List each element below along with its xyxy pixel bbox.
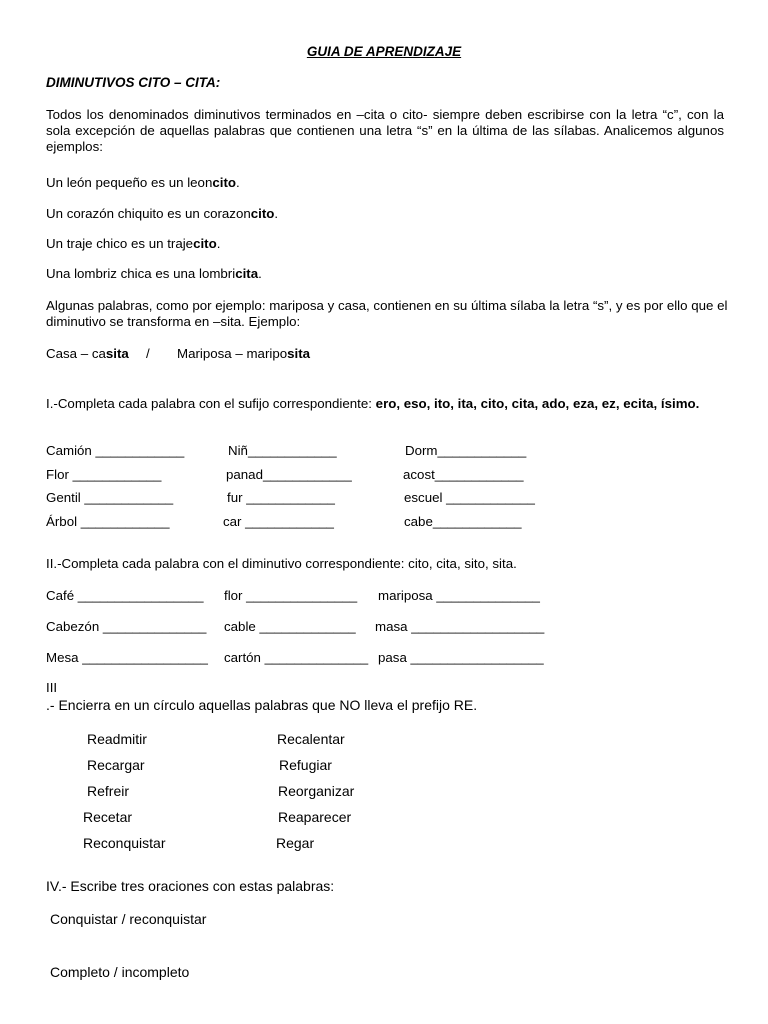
fill-item[interactable]: mariposa ______________ [378,588,540,603]
example-mariposa: Mariposa – mariposita [177,346,311,361]
fill-item[interactable]: Niñ____________ [228,443,337,458]
example-line: Un corazón chiquito es un corazoncito. [46,206,279,221]
fill-item[interactable]: car ____________ [223,514,334,529]
fill-item[interactable]: pasa __________________ [378,650,544,665]
section1-instruction: I.-Completa cada palabra con el sufijo correspondiente: ero, eso, ito, ita, cito, cita, ado, eza, ez, ecita, ísimo. [46,396,700,411]
note-paragraph: Algunas palabras, como por ejemplo: mariposa y casa, contienen en su última sílaba la letra “s”, y es por ello que el diminutivo se transforma en –sita. Ejemplo: [46,298,728,329]
fill-item[interactable]: Camión ____________ [46,443,185,458]
fill-item[interactable]: Dorm____________ [405,443,527,458]
fill-item[interactable]: flor _______________ [224,588,358,603]
word-option[interactable]: Regar [276,835,315,851]
fill-item[interactable]: cartón ______________ [224,650,369,665]
fill-item[interactable]: Árbol ____________ [46,514,170,529]
word-option[interactable]: Reconquistar [83,835,166,851]
section2-instruction: II.-Completa cada palabra con el diminutivo correspondiente: cito, cita, sito, sita. [46,556,517,571]
section3-number: III [46,680,58,695]
word-option[interactable]: Recargar [87,757,145,773]
example-line: Un traje chico es un trajecito. [46,236,221,251]
intro-paragraph: Todos los denominados diminutivos terminados en –cita o cito- siempre deben escribirse con la letra “c”, con la sola excepción de aquellas palabras que contienen una letra “s” en la última de las sílabas. Analicemos algunos ejemplos: [46,107,724,154]
fill-item[interactable]: Flor ____________ [46,467,162,482]
section3-instruction: .- Encierra en un círculo aquellas palabras que NO lleva el prefijo RE. [46,697,478,713]
fill-item[interactable]: Gentil ____________ [46,490,174,505]
word-option[interactable]: Refugiar [279,757,332,773]
example-line: Una lombriz chica es una lombricita. [46,266,262,281]
example-casa: Casa – casita [46,346,129,361]
example-separator: / [146,346,150,361]
page-title: GUIA DE APRENDIZAJE [306,44,462,59]
word-option[interactable]: Reaparecer [278,809,352,825]
word-pair: Conquistar / reconquistar [50,911,207,927]
section-subtitle: DIMINUTIVOS CITO – CITA: [46,75,221,90]
fill-item[interactable]: Mesa _________________ [46,650,208,665]
fill-item[interactable]: escuel ____________ [404,490,535,505]
fill-item[interactable]: cable _____________ [224,619,356,634]
word-option[interactable]: Reorganizar [278,783,355,799]
fill-item[interactable]: panad____________ [226,467,352,482]
fill-item[interactable]: fur ____________ [227,490,335,505]
word-pair: Completo / incompleto [50,964,190,980]
word-option[interactable]: Refreir [87,783,130,799]
fill-item[interactable]: Cabezón ______________ [46,619,207,634]
word-option[interactable]: Readmitir [87,731,147,747]
section4-instruction: IV.- Escribe tres oraciones con estas palabras: [46,878,335,894]
example-line: Un león pequeño es un leoncito. [46,175,240,190]
word-option[interactable]: Recetar [83,809,133,825]
fill-item[interactable]: masa __________________ [375,619,545,634]
fill-item[interactable]: acost____________ [403,467,524,482]
fill-item[interactable]: Café _________________ [46,588,204,603]
fill-item[interactable]: cabe____________ [404,514,522,529]
word-option[interactable]: Recalentar [277,731,345,747]
